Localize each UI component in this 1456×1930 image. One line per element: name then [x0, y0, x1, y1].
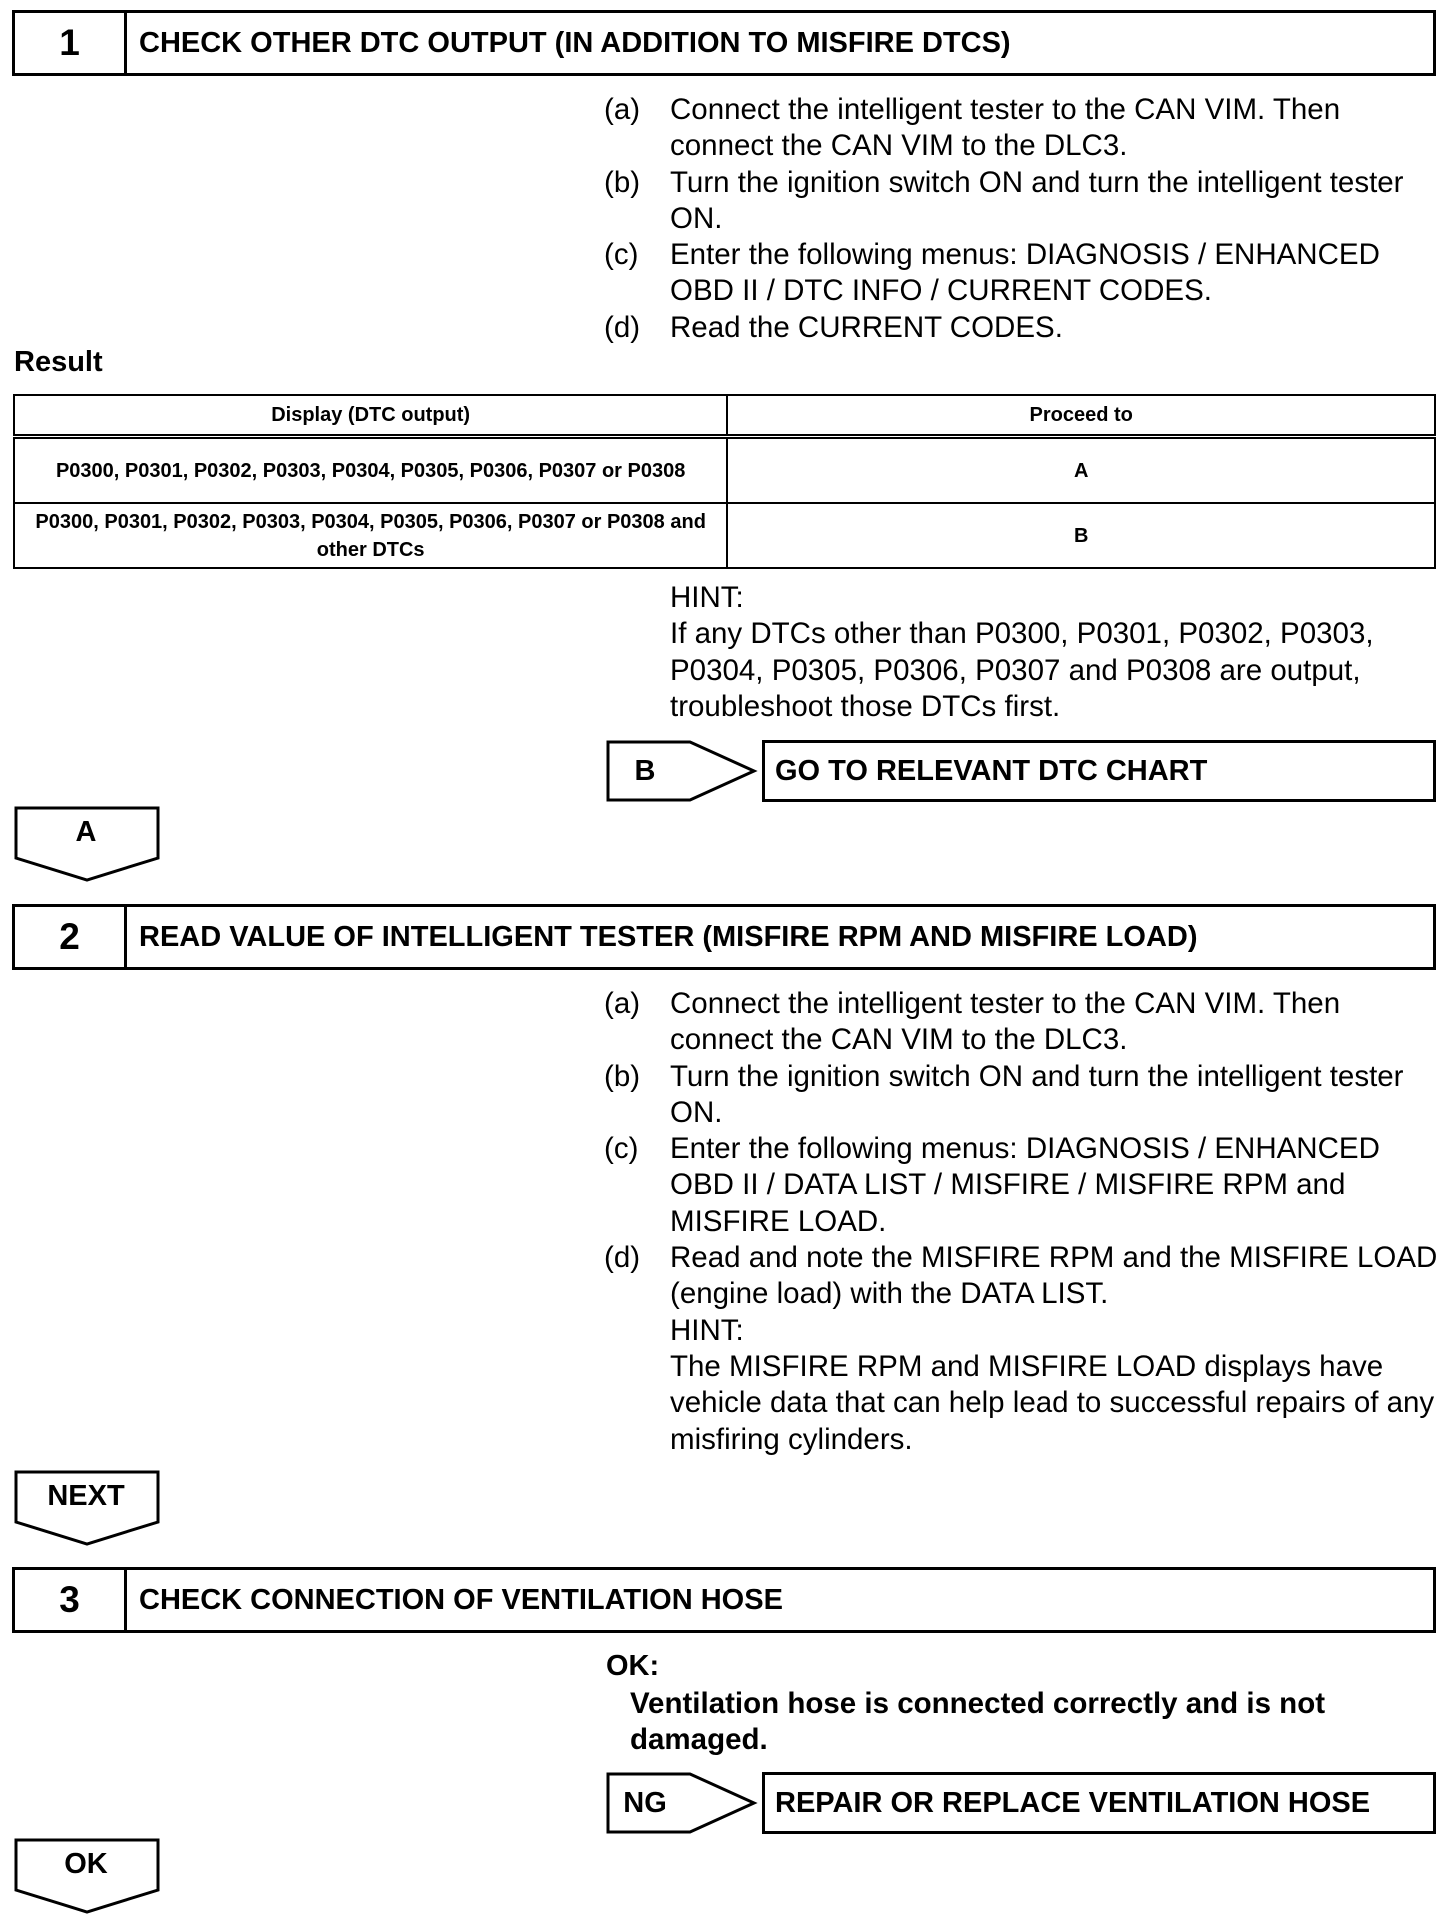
- step-title: CHECK CONNECTION OF VENTILATION HOSE: [139, 1583, 783, 1616]
- item-label: (c): [604, 238, 639, 272]
- result-label: Result: [14, 346, 103, 378]
- step-2-header: [12, 904, 1436, 970]
- step-title: READ VALUE OF INTELLIGENT TESTER (MISFIRE RPM AND MISFIRE LOAD): [139, 920, 1198, 953]
- item-text: Turn the ignition switch ON and turn the intelligent tester ON.: [670, 1059, 1404, 1129]
- table-cell: A: [727, 437, 1435, 504]
- item-text: Connect the intelligent tester to the CAN VIM. Then connect the CAN VIM to the DLC3.: [670, 987, 1341, 1057]
- down-tag-label: A: [75, 816, 97, 848]
- table-cell: P0300, P0301, P0302, P0303, P0304, P0305, P0306, P0307 or P0308 and other DTCs: [14, 503, 727, 568]
- list-item: [604, 310, 1444, 346]
- step-title: CHECK OTHER DTC OUTPUT (IN ADDITION TO MISFIRE DTCS): [139, 26, 1011, 59]
- hint-label: HINT:: [670, 1313, 744, 1347]
- step-number: 1: [15, 13, 127, 73]
- branch-ng-action[interactable]: REPAIR OR REPLACE VENTILATION HOSE: [762, 1772, 1436, 1834]
- down-tag-label: NEXT: [47, 1480, 125, 1512]
- branch-b-arrow[interactable]: [606, 740, 758, 802]
- hint-text: If any DTCs other than P0300, P0301, P0302, P0303, P0304, P0305, P0306, P0307 and P0308 are output, troubleshoot those DTCs first.: [670, 617, 1374, 723]
- down-tag-label: OK: [64, 1848, 108, 1880]
- next-arrow[interactable]: [14, 1470, 160, 1546]
- ok-arrow[interactable]: [14, 1838, 160, 1914]
- result-a-arrow[interactable]: [14, 806, 160, 882]
- table-cell: P0300, P0301, P0302, P0303, P0304, P0305, P0306, P0307 or P0308: [14, 437, 727, 504]
- item-label: (a): [604, 93, 641, 126]
- step-number: 2: [15, 907, 127, 967]
- item-label: (c): [604, 1132, 639, 1166]
- list-item: [604, 92, 1444, 165]
- table-header-row: [14, 395, 1435, 437]
- hint-label: HINT:: [670, 581, 744, 614]
- item-text: Enter the following menus: DIAGNOSIS / ENHANCED OBD II / DATA LIST / MISFIRE / MISFIRE RPM and MISFIRE LOAD.: [670, 1132, 1380, 1238]
- list-item: [604, 1131, 1444, 1240]
- column-header: Display (DTC output): [14, 395, 727, 437]
- table-cell: B: [727, 503, 1435, 568]
- item-label: (d): [604, 1241, 641, 1275]
- list-item: [604, 986, 1444, 1059]
- item-label: (d): [604, 310, 641, 344]
- item-label: (a): [604, 987, 641, 1020]
- list-item: [604, 237, 1444, 310]
- branch-b-action[interactable]: GO TO RELEVANT DTC CHART: [762, 740, 1436, 802]
- item-text-body: Read and note the MISFIRE RPM and the MISFIRE LOAD (engine load) with the DATA LIST.: [670, 1241, 1438, 1311]
- hint-block: [670, 580, 1450, 725]
- item-text: Enter the following menus: DIAGNOSIS / ENHANCED OBD II / DTC INFO / CURRENT CODES.: [670, 238, 1380, 308]
- list-item: [604, 1240, 1444, 1458]
- item-text: [670, 1240, 1444, 1458]
- branch-ng-arrow[interactable]: [606, 1772, 758, 1834]
- column-header: Proceed to: [727, 395, 1435, 437]
- table-row: [14, 503, 1435, 568]
- item-label: (b): [604, 1059, 641, 1093]
- step-3-header: [12, 1567, 1436, 1633]
- branch-tag-label: NG: [623, 1786, 667, 1819]
- hint-text: The MISFIRE RPM and MISFIRE LOAD displays have vehicle data that can help lead to successful repairs of any misfiring cylinders.: [670, 1349, 1435, 1456]
- list-item: [604, 165, 1444, 238]
- step-2-instructions: [604, 986, 1444, 1458]
- step-1-instructions: [604, 92, 1444, 346]
- ok-label: OK:: [606, 1650, 660, 1682]
- branch-tag-label: B: [634, 754, 656, 787]
- step-1-header: [12, 10, 1436, 76]
- ok-criteria: Ventilation hose is connected correctly and is not damaged.: [630, 1687, 1326, 1756]
- result-table: [13, 394, 1436, 569]
- list-item: [604, 1059, 1444, 1132]
- step-number: 3: [15, 1570, 127, 1630]
- table-row: [14, 437, 1435, 504]
- item-text: Turn the ignition switch ON and turn the intelligent tester ON.: [670, 165, 1404, 235]
- item-text: Connect the intelligent tester to the CAN VIM. Then connect the CAN VIM to the DLC3.: [670, 93, 1341, 163]
- item-text: Read the CURRENT CODES.: [670, 310, 1063, 344]
- item-label: (b): [604, 165, 641, 199]
